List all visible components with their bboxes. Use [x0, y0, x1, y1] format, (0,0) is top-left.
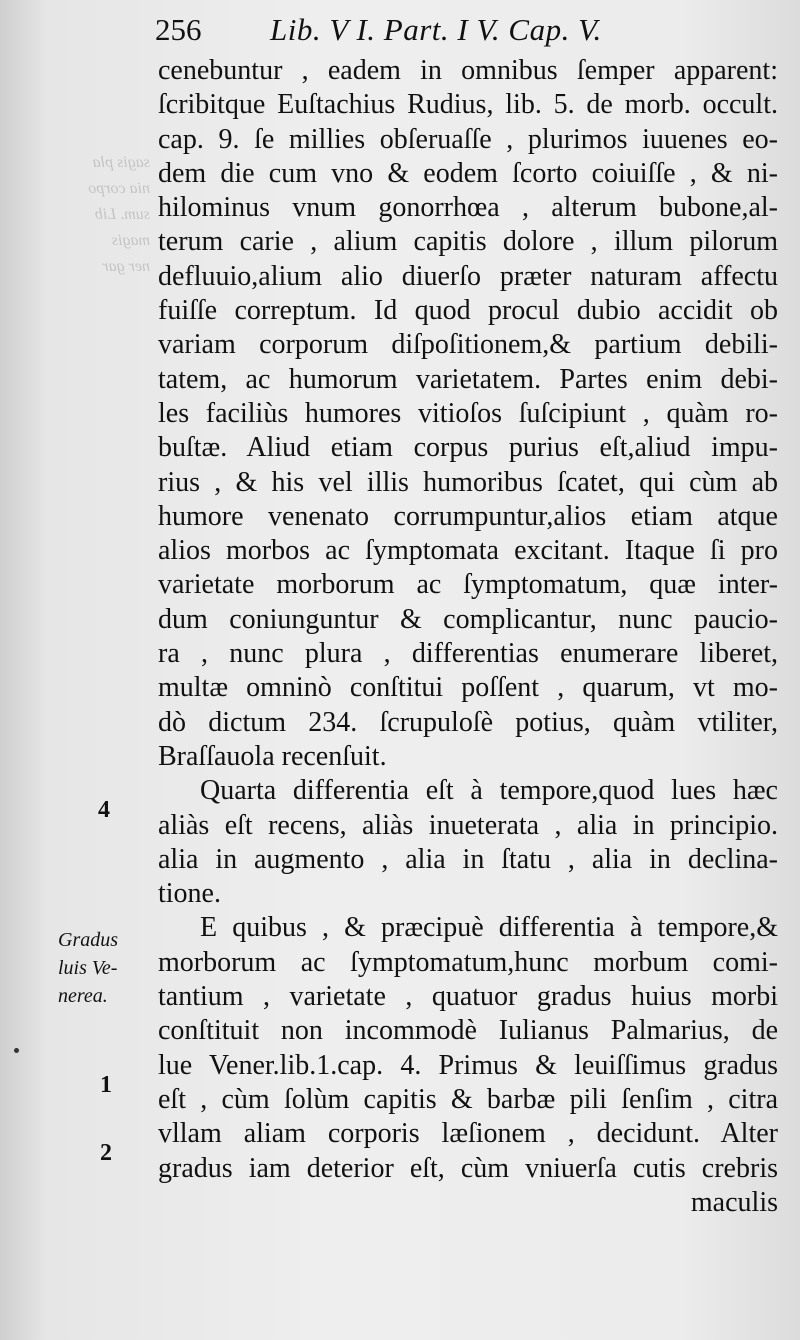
text-line: defluuio,alium alio diuerſo præter naturam affectu [158, 260, 778, 292]
text-line: humore venenato corrumpuntur,alios etiam atque [158, 500, 778, 532]
text-line: terum carie , alium capitis dolore , illum pilorum [158, 226, 778, 258]
text-line: E quibus , & præcipuè differentia à tempore,& [200, 912, 778, 944]
text-line: alios morbos ac ſymptomata excitant. Itaque ſi pro [158, 535, 778, 567]
text-line: dò dictum 234. ſcrupuloſè potius, quàm vtiliter, [158, 706, 778, 738]
text-line: buſtæ. Aliud etiam corpus purius eſt,aliud impu- [158, 432, 778, 464]
text-line: gradus iam deterior eſt, cùm vniuerſa cutis crebris [158, 1152, 778, 1184]
page-header [155, 12, 755, 52]
text-line: ſcribitque Euſtachius Rudius, lib. 5. de morb. occult. [158, 89, 778, 121]
text-line: Braſſauola recenſuit. [158, 740, 387, 772]
text-line: varietate morborum ac ſymptomatum, quæ inter- [158, 569, 778, 601]
text-line: les faciliùs humores vitioſos ſuſcipiunt , quàm ro- [158, 397, 778, 429]
ink-speck [14, 1048, 19, 1053]
catchword: maculis [690, 1186, 778, 1218]
text-line: fuiſſe correptum. Id quod procul dubio accidit ob [158, 295, 778, 327]
text-line: aliàs eſt recens, aliàs inueterata , alia in principio. [158, 809, 778, 841]
text-line: vllam aliam corporis læſionem , decidunt. Alter [158, 1118, 778, 1150]
margin-number-2: 2 [100, 1140, 112, 1166]
text-line: Quarta differentia eſt à tempore,quod lues hæc [200, 775, 778, 807]
page-number: 256 [155, 12, 202, 47]
bleed-through-text: sagis pla nia corpo sum. Lib magis ner gar [88, 154, 150, 275]
text-line: ra , nunc plura , differentias enumerare liberet, [158, 638, 778, 670]
text-line: rius , & his vel illis humoribus ſcatet, qui cùm ab [158, 466, 778, 498]
margin-number-1: 1 [100, 1072, 112, 1098]
text-line: lue Vener.lib.1.cap. 4. Primus & leuiſſimus gradus [158, 1049, 778, 1081]
text-line: conſtituit non incommodè Iulianus Palmarius, de [158, 1015, 778, 1047]
text-line: tione. [158, 878, 221, 910]
text-line: cap. 9. ſe millies obſeruaſſe , plurimos iuuenes eo- [158, 123, 778, 155]
running-title: Lib. V I. Part. I V. Cap. V. [270, 12, 602, 47]
text-line: tantium , varietate , quatuor gradus huius morbi [158, 981, 778, 1013]
text-line: cenebuntur , eadem in omnibus ſemper apparent: [158, 55, 778, 86]
text-line: dem die cum vno & eodem ſcorto coiuiſſe , & ni- [158, 157, 778, 189]
text-line: eſt , cùm ſolùm capitis & barbæ pili ſenſim , citra [158, 1083, 778, 1115]
text-line: hilominus vnum gonorrhœa , alterum bubone,al- [158, 192, 778, 224]
margin-number-4: 4 [98, 797, 110, 823]
text-line: morborum ac ſymptomatum,hunc morbum comi- [158, 946, 778, 978]
main-text-block [158, 54, 778, 1220]
margin-note-gradus: Gradus luis Ve- nerea. [58, 929, 119, 1007]
text-line: tatem, ac humorum varietatem. Partes enim debi- [158, 363, 778, 395]
text-line: variam corporum diſpoſitionem,& partium debili- [158, 329, 778, 361]
text-line: dum coniunguntur & complicantur, nunc paucio- [158, 603, 778, 635]
text-line: alia in augmento , alia in ſtatu , alia in declina- [158, 843, 778, 875]
text-line: multæ omninò conſtitui poſſent , quarum, vt mo- [158, 672, 778, 704]
